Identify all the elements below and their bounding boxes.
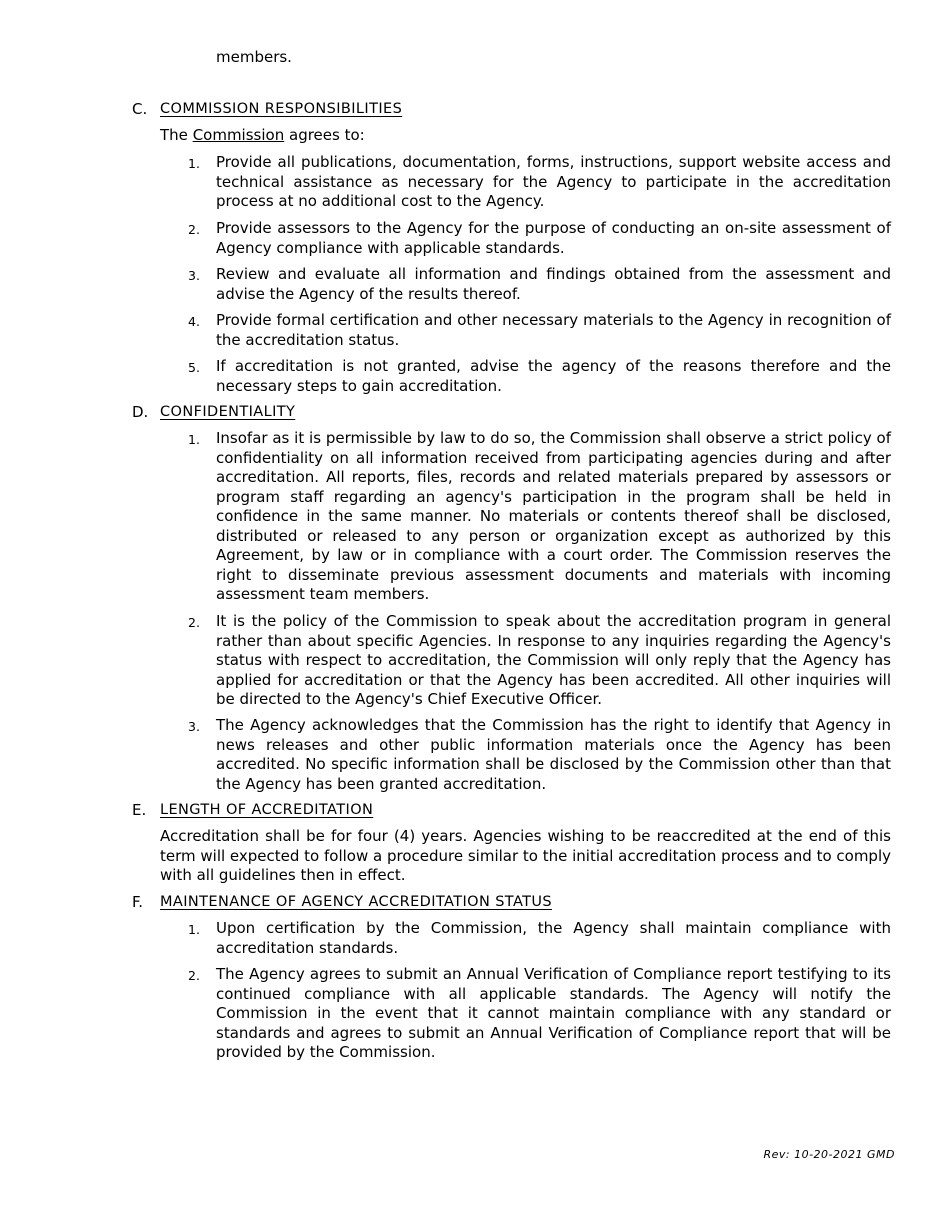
item-text: If accreditation is not granted, advise the agency of the reasons therefore and the necessary steps to gain accreditation. [216,357,891,395]
intro-post: agrees to: [289,126,365,144]
section-title: CONFIDENTIALITY [160,404,296,420]
item-text: Upon certification by the Commission, the Agency shall maintain compliance with accreditation standards. [216,919,891,957]
commission-link[interactable]: Commission [192,126,285,144]
item-number: 2. [188,968,200,983]
item-number: 4. [188,314,200,329]
item-text: Review and evaluate all information and findings obtained from the assessment and advise the Agency of the results thereof. [216,265,891,303]
item-text: Insofar as it is permissible by law to do so, the Commission shall observe a strict policy of confidentiality on all information received from participating agencies during and after accreditation. All reports, files, records and related materials prepared by assessors or program staff regarding an agency's participation in the program shall be held in confidence in the same manner. No materials or contents thereof shall be disclosed, distributed or released to any person or organization except as authorized by this Agreement, by law or in compliance with a court order. The Commission reserves the right to disseminate previous assessment documents and materials with incoming assessment team members. [216,429,891,603]
item-number: 3. [188,268,200,283]
section-letter: E. [132,801,147,819]
item-number: 5. [188,360,200,375]
section-title: LENGTH OF ACCREDITATION [160,802,374,818]
item-number: 1. [188,156,200,171]
item-text: It is the policy of the Commission to speak about the accreditation program in general rather than about specific Agencies. In response to any inquiries regarding the Agency's status with respect to accreditation, the Commission will only reply that the Agency has applied for accreditation or that the Agency has been accredited. All other inquiries will be directed to the Agency's Chief Executive Officer. [216,612,891,708]
section-title: MAINTENANCE OF AGENCY ACCREDITATION STATUS [160,894,553,910]
section-title: COMMISSION RESPONSIBILITIES [160,101,403,117]
item-number: 2. [188,222,200,237]
section-intro [160,126,365,146]
item-text: The Agency acknowledges that the Commission has the right to identify that Agency in news releases and other public information materials once the Agency has been accredited. No specific information shall be disclosed by the Commission other than that the Agency has been granted accreditation. [216,716,891,793]
continuation-text: members. [216,48,292,66]
section-letter: F. [132,893,143,911]
intro-pre: The [160,126,188,144]
item-number: 1. [188,922,200,937]
section-letter: C. [132,100,148,118]
item-text: Provide formal certification and other necessary materials to the Agency in recognition of the accreditation status. [216,311,891,349]
item-number: 3. [188,719,200,734]
section-letter: D. [132,403,149,421]
item-text: Provide all publications, documentation, forms, instructions, support website access and technical assistance as necessary for the Agency to participate in the accreditation process at no additional cost to the Agency. [216,153,891,210]
item-number: 1. [188,432,200,447]
revision-footer: Rev: 10-20-2021 GMD [763,1148,895,1161]
item-number: 2. [188,615,200,630]
item-text: The Agency agrees to submit an Annual Verification of Compliance report testifying to its continued compliance with all applicable standards. The Agency will notify the Commission in the event that it cannot maintain compliance with any standard or standards and agrees to submit an Annual Verification of Compliance report that will be provided by the Commission. [216,965,891,1061]
section-paragraph: Accreditation shall be for four (4) years. Agencies wishing to be reaccredited at the end of this term will expected to follow a procedure similar to the initial accreditation process and to comply with all guidelines then in effect. [160,827,891,884]
item-text: Provide assessors to the Agency for the purpose of conducting an on-site assessment of Agency compliance with applicable standards. [216,219,891,257]
